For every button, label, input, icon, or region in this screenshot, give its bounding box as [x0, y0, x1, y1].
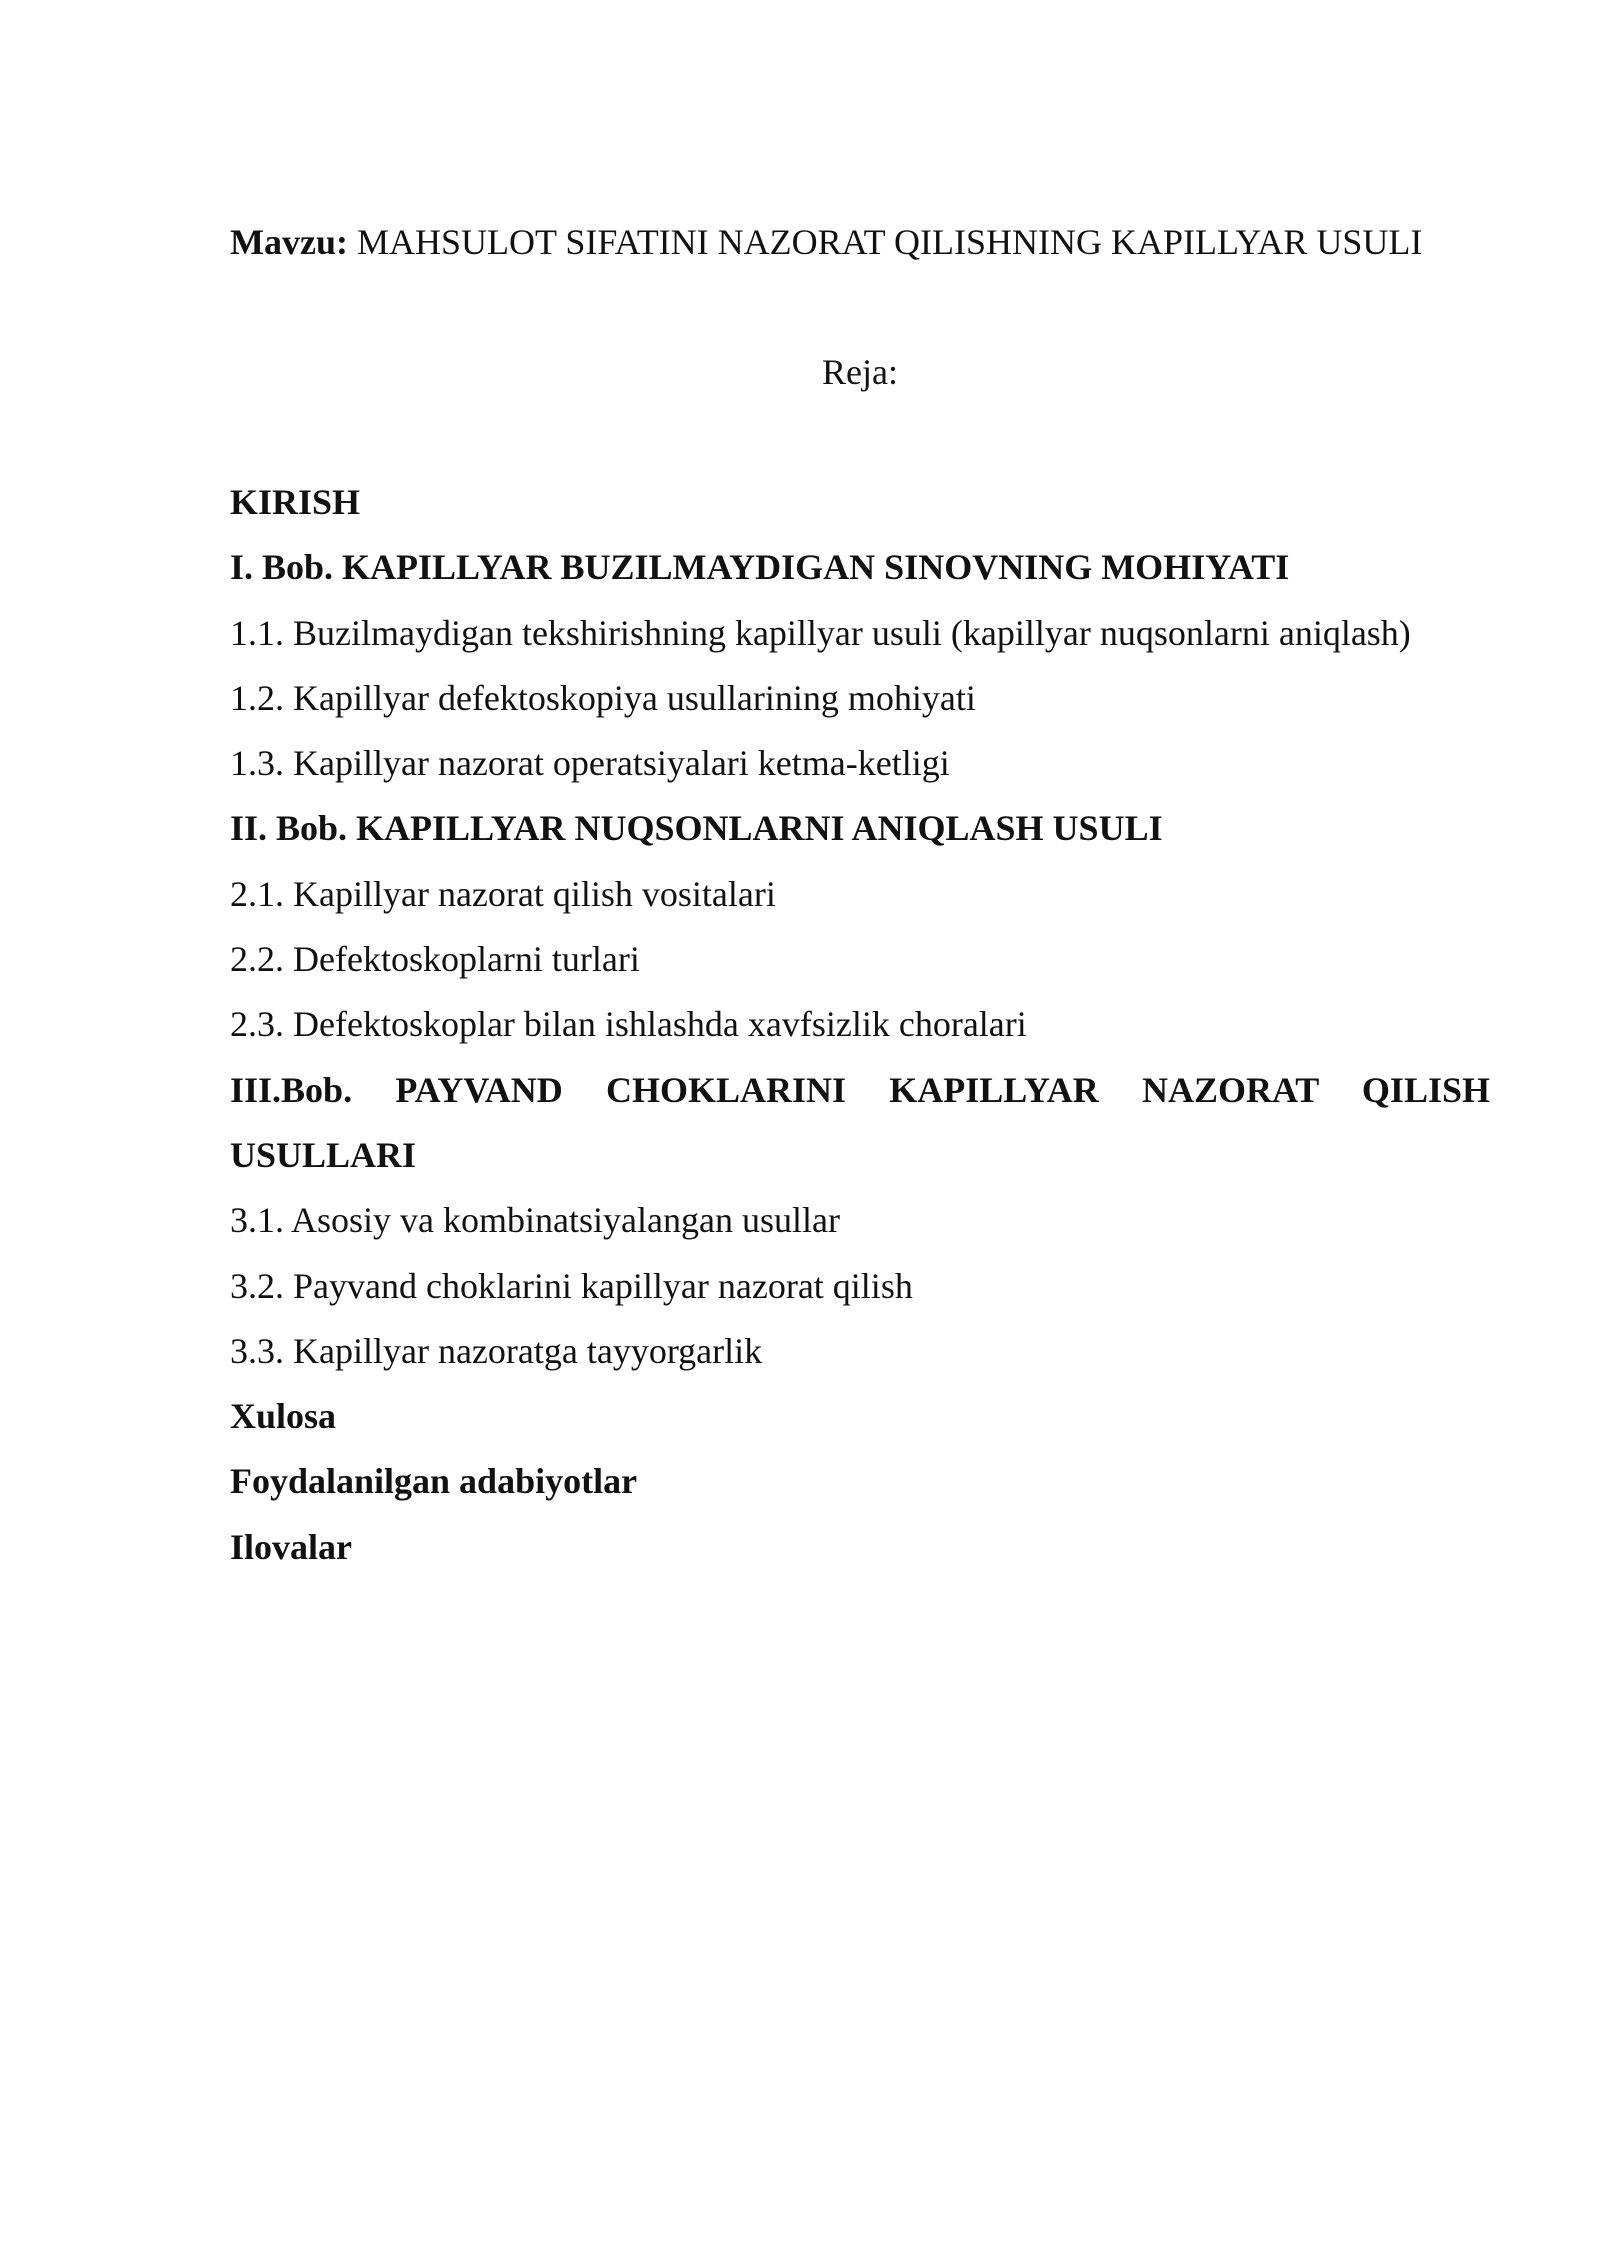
toc-item-appendices: Ilovalar — [230, 1526, 352, 1567]
toc-item-introduction: KIRISH — [230, 482, 361, 522]
toc-chapter-3-continued: USULLARI — [230, 1134, 417, 1175]
toc-section-2-2: 2.2. Defektoskoplarni turlari — [230, 939, 640, 980]
table-of-contents — [230, 470, 1490, 1580]
toc-section-3-2: 3.2. Payvand choklarini kapillyar nazorat qilish — [230, 1265, 913, 1306]
toc-chapter-2: II. Bob. KAPILLYAR NUQSONLARNI ANIQLASH USULI — [230, 808, 1163, 849]
toc-section-2-1: 2.1. Kapillyar nazorat qilish vositalari — [230, 873, 776, 914]
topic-line — [230, 210, 1490, 274]
toc-section-3-1: 3.1. Asosiy va kombinatsiyalangan usullar — [230, 1200, 840, 1241]
toc-section-2-3: 2.3. Defektoskoplar bilan ishlashda xavfsizlik choralari — [230, 1004, 1027, 1045]
toc-section-3-3: 3.3. Kapillyar nazoratga tayyorgarlik — [230, 1330, 763, 1371]
page-content — [230, 210, 1490, 1580]
toc-section-1-2: 1.2. Kapillyar defektoskopiya usullarining mohiyati — [230, 677, 976, 718]
plan-title: Reja: — [822, 352, 898, 392]
toc-chapter-1: I. Bob. KAPILLYAR BUZILMAYDIGAN SINOVNING MOHIYATI — [230, 547, 1290, 588]
toc-section-1-1: 1.1. Buzilmaydigan tekshirishning kapillyar usuli (kapillyar nuqsonlarni aniqlash) — [230, 612, 1411, 653]
toc-chapter-3: III.Bob. PAYVAND CHOKLARINI KAPILLYAR NAZORAT QILISH — [230, 1069, 1490, 1110]
toc-section-1-3: 1.3. Kapillyar nazorat operatsiyalari ketma-ketligi — [230, 743, 950, 784]
toc-item-references: Foydalanilgan adabiyotlar — [230, 1461, 638, 1502]
topic-label: Mavzu: — [230, 222, 348, 262]
topic-title: MAHSULOT SIFATINI NAZORAT QILISHNING KAPILLYAR USULI — [356, 222, 1423, 262]
toc-item-conclusion: Xulosa — [230, 1396, 337, 1437]
